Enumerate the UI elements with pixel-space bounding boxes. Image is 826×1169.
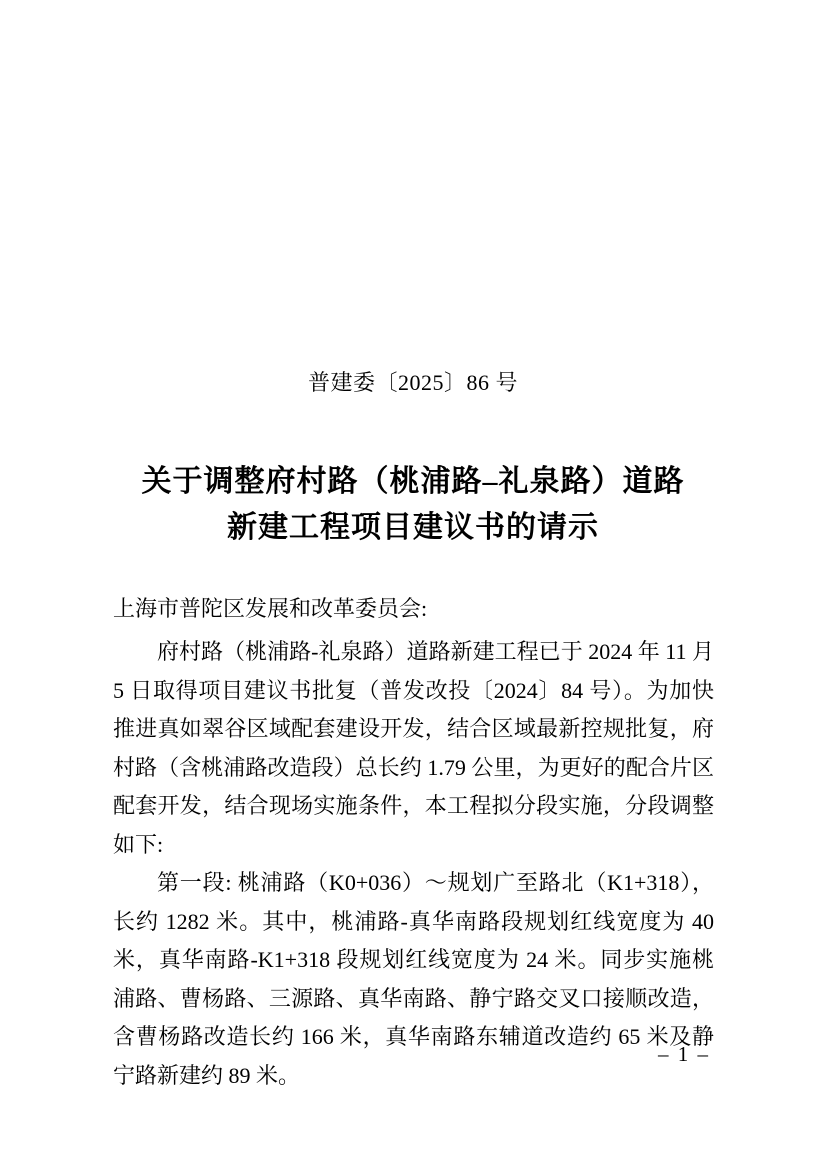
body-paragraph-2: 第一段: 桃浦路（K0+036）～规划广至路北（K1+318），长约 1282 米。其中，桃浦路-真华南路段规划红线宽度为 40 米，真华南路-K1+318 段规划红线宽度为 24 米。同步实施桃浦路、曹杨路、三源路、真华南路、静宁路交叉口接顺改造，含曹杨路改造长约 166 米，真华南路东辅道改造约 65 米及静宁路新建约 89 米。 (113, 870, 714, 1088)
document-title (0, 459, 826, 551)
body-paragraph-1: 府村路（桃浦路-礼泉路）道路新建工程已于 2024 年 11 月 5 日取得项目建议书批复（普发改投〔2024〕84 号）。为加快推进真如翠谷区域配套建设开发，结合区域最新控规批复，府村路（含桃浦路改造段）总长约 1.79 公里，为更好的配合片区配套开发，结合现场实施条件，本工程拟分段实施，分段调整如下: (113, 639, 714, 857)
page-number: – 1 – (658, 1042, 710, 1066)
document-number: 普建委〔2025〕86 号 (307, 370, 518, 395)
document-title-line-2: 新建工程项目建议书的请示 (227, 511, 599, 544)
document-body (113, 633, 714, 1095)
addressee-line: 上海市普陀区发展和改革委员会: (113, 596, 428, 621)
document-title-line-1: 关于调整府村路（桃浦路–礼泉路）道路 (141, 465, 685, 498)
